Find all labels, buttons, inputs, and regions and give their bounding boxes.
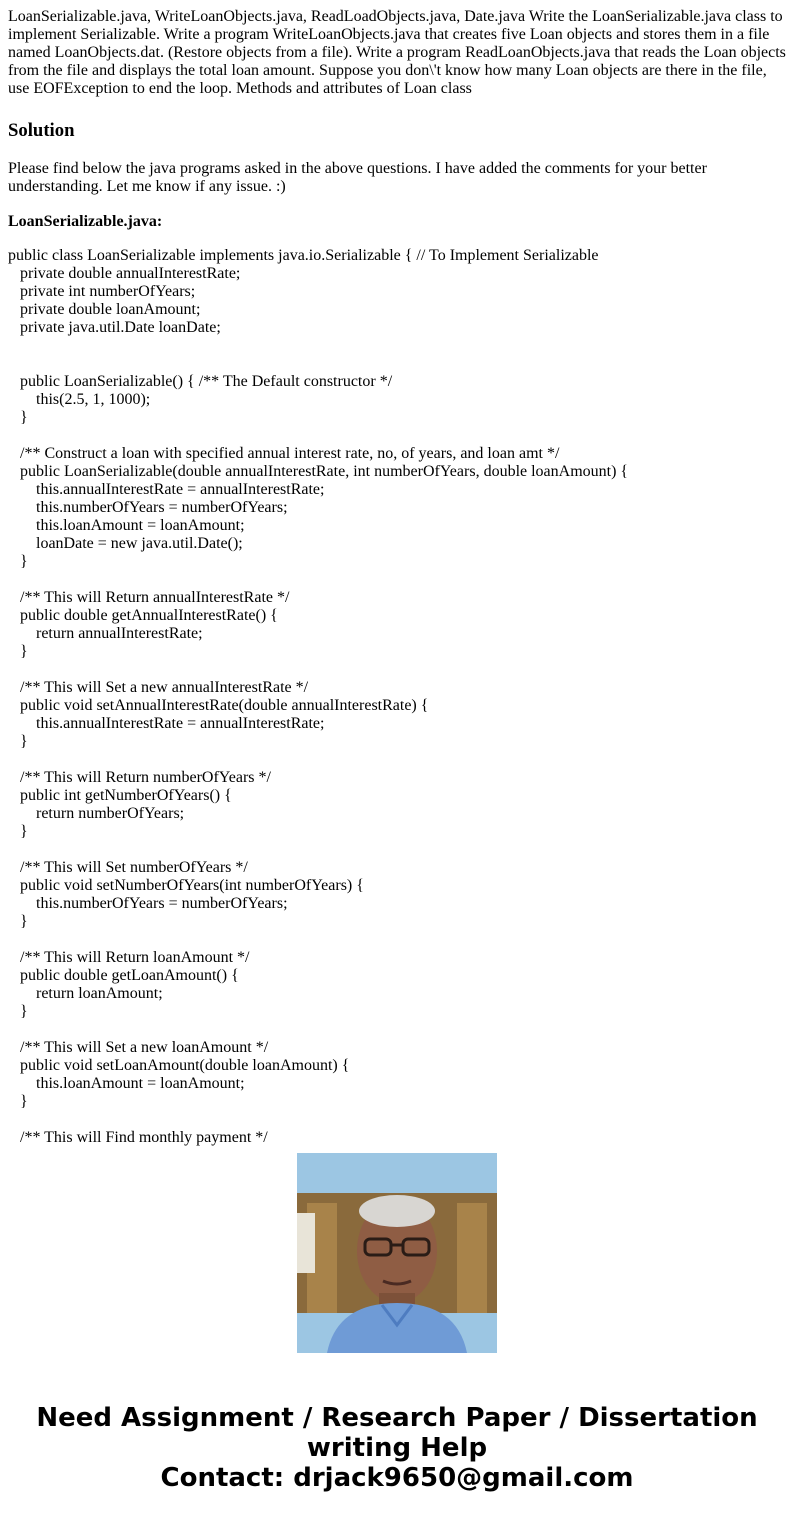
code-file-title: LoanSerializable.java: xyxy=(8,213,163,230)
ad-line-1: Need Assignment / Research Paper / Dissertation xyxy=(36,1403,758,1433)
person-photo-icon xyxy=(297,1153,497,1353)
solution-heading: Solution xyxy=(8,120,75,141)
author-avatar xyxy=(297,1153,497,1353)
ad-contact-line: Contact: drjack9650@gmail.com xyxy=(160,1463,634,1493)
ad-line-2: writing Help xyxy=(306,1433,488,1463)
question-text: LoanSerializable.java, WriteLoanObjects.java, ReadLoadObjects.java, Date.java Write the LoanSerializable.java class to implement Serializable. Write a program WriteLoanObjects.java that creates five Loan objects and stores them in a file named LoanObjects.dat. (Restore objects from a file). Write a program ReadLoanObjects.java that reads the Loan objects from the file and displays the total loan amount. Suppose you don\'t know how many Loan objects are there in the file, use EOFException to end the loop. Methods and attributes of Loan class xyxy=(8,8,786,97)
document-content xyxy=(8,8,788,1146)
assignment-help-banner xyxy=(0,1403,794,1493)
code-listing: public class LoanSerializable implements java.io.Serializable { // To Implement Serializable private double annualInterestRate; private int numberOfYears; private double loanAmount; private java.util.Date loanDate; public LoanSerializable() { /** The Default constructor */ this(2.5, 1, 1000); } /** Construct a loan with specified annual interest rate, no, of years, and loan amt */ public LoanSerializable(double annualInterestRate, int numberOfYears, double loanAmount) { this.annualInterestRate = annualInterestRate; this.numberOfYears = numberOfYears; this.loanAmount = loanAmount; loanDate = new java.util.Date(); } /** This will Return annualInterestRate */ public double getAnnualInterestRate() { return annualInterestRate; } /** This will Set a new annualInterestRate */ public void setAnnualInterestRate(double annualInterestRate) { this.annualInterestRate = annualInterestRate; } /** This will Return numberOfYears */ public int getNumberOfYears() { return numberOfYears; } /** This will Set numberOfYears */ public void setNumberOfYears(int numberOfYears) { this.numberOfYears = numberOfYears; } /** This will Return loanAmount */ public double getLoanAmount() { return loanAmount; } /** This will Set a new loanAmount */ public void setLoanAmount(double loanAmount) { this.loanAmount = loanAmount; } /** This will Find monthly payment */ xyxy=(8,247,629,1146)
solution-intro: Please find below the java programs asked in the above questions. I have added the comments for your better understanding. Let me know if any issue. :) xyxy=(8,160,707,195)
